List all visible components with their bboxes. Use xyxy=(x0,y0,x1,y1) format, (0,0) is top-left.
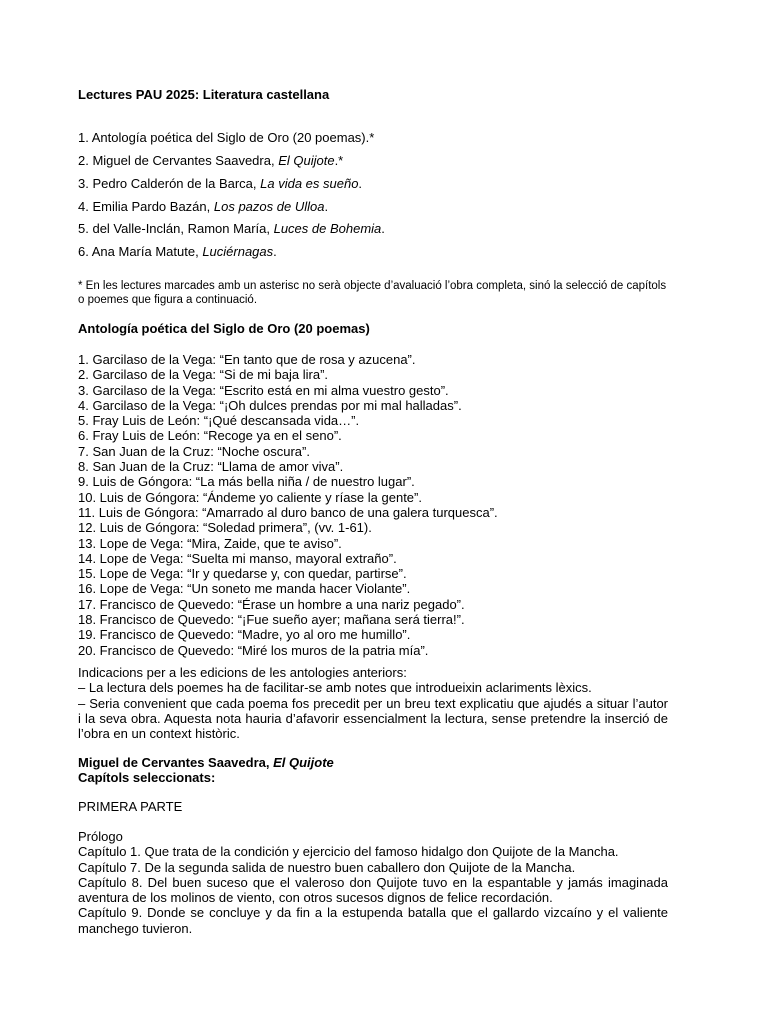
poem-item: 15. Lope de Vega: “Ir y quedarse y, con quedar, partirse”. xyxy=(78,566,407,582)
edition-indications xyxy=(78,665,668,741)
reading-number: 1. xyxy=(78,130,89,145)
cervantes-heading xyxy=(78,755,334,770)
reading-tail: . xyxy=(273,244,277,259)
reading-item-5 xyxy=(78,221,385,236)
cervantes-work: El Quijote xyxy=(273,755,334,770)
chapter-item: Capítulo 8. Del buen suceso que el valeroso don Quijote tuvo en la espantable y jamás imaginada aventura de los molinos de viento, con otros sucesos dignos de felice recordación. xyxy=(78,874,668,906)
reading-text: Pedro Calderón de la Barca, xyxy=(92,176,261,191)
poem-item: 1. Garcilaso de la Vega: “En tanto que de rosa y azucena”. xyxy=(78,352,416,367)
poem-item: 4. Garcilaso de la Vega: “¡Oh dulces prendas por mi mal halladas”. xyxy=(78,397,462,413)
poem-item: 2. Garcilaso de la Vega: “Si de mi baja lira”. xyxy=(78,367,329,383)
reading-number: 2. xyxy=(78,153,89,168)
document-title: Lectures PAU 2025: Literatura castellana xyxy=(78,87,330,102)
poem-item: 14. Lope de Vega: “Suelta mi manso, mayoral extraño”. xyxy=(78,550,397,566)
indication-item: – La lectura dels poemes ha de facilitar-se amb notes que introdueixin aclariments lèxics. xyxy=(78,680,592,696)
poem-item: 20. Francisco de Quevedo: “Miré los muros de la patria mía”. xyxy=(78,642,429,658)
reading-item-6 xyxy=(78,244,277,259)
reading-number: 5. xyxy=(78,221,89,236)
reading-number: 4. xyxy=(78,199,89,214)
poem-item: 9. Luis de Góngora: “La más bella niña / de nuestro lugar”. xyxy=(78,474,415,490)
indications-intro: Indicacions per a les edicions de les antologies anteriors: xyxy=(78,665,407,680)
chapter-item: Capítulo 7. De la segunda salida de nuestro buen caballero don Quijote de la Mancha. xyxy=(78,859,576,875)
asterisk-note: * En les lectures marcades amb un asterisc no serà objecte d’avaluació l’obra completa, sinó la selecció de capítols o poemes que figura a continuació. xyxy=(78,280,667,306)
part-heading: PRIMERA PARTE xyxy=(78,799,183,814)
reading-tail: .* xyxy=(334,153,344,168)
chapter-item: Capítulo 9. Donde se concluye y da fin a la estupenda batalla que el gallardo vizcaíno y el valiente manchego tuvieron. xyxy=(78,905,668,936)
poem-item: 8. San Juan de la Cruz: “Llama de amor viva”. xyxy=(78,459,344,475)
poem-item: 7. San Juan de la Cruz: “Noche oscura”. xyxy=(78,443,310,459)
cervantes-heading-block xyxy=(78,755,334,786)
poem-item: 12. Luis de Góngora: “Soledad primera”, (vv. 1-61). xyxy=(78,520,372,536)
poem-item: 16. Lope de Vega: “Un soneto me manda hacer Violante”. xyxy=(78,581,411,597)
reading-work: El Quijote xyxy=(278,153,335,168)
chapter-list xyxy=(78,829,668,936)
poem-item: 10. Luis de Góngora: “Ándeme yo caliente y ríase la gente”. xyxy=(78,489,422,505)
reading-number: 6. xyxy=(78,244,89,259)
reading-tail: . xyxy=(381,221,385,236)
cervantes-subheading: Capítols seleccionats: xyxy=(78,770,216,786)
poem-item: 18. Francisco de Quevedo: “¡Fue sueño ayer; mañana será tierra!”. xyxy=(78,612,465,628)
reading-tail: . xyxy=(358,176,363,191)
poem-item: 13. Lope de Vega: “Mira, Zaide, que te aviso”. xyxy=(78,535,342,551)
reading-item-2 xyxy=(78,153,343,168)
cervantes-author: Miguel de Cervantes Saavedra, xyxy=(78,755,274,770)
reading-work: Luces de Bohemia xyxy=(273,221,382,236)
reading-text: Emilia Pardo Bazán, xyxy=(92,199,214,214)
reading-text: Antología poética del Siglo de Oro (20 poemas).* xyxy=(91,130,375,145)
poem-item: 3. Garcilaso de la Vega: “Escrito está en mi alma vuestro gesto”. xyxy=(78,382,449,398)
chapter-item: Prólogo xyxy=(78,829,123,844)
poem-item: 17. Francisco de Quevedo: “Érase un hombre a una nariz pegado”. xyxy=(78,596,465,612)
reading-item-1 xyxy=(78,130,374,145)
reading-item-3 xyxy=(78,176,362,191)
reading-text: Ana María Matute, xyxy=(91,244,203,259)
reading-work: La vida es sueño xyxy=(260,176,359,191)
poem-item: 5. Fray Luis de León: “¡Qué descansada vida…”. xyxy=(78,413,360,429)
reading-text: Miguel de Cervantes Saavedra, xyxy=(92,153,279,168)
anthology-heading: Antología poética del Siglo de Oro (20 poemas) xyxy=(78,321,370,336)
reading-text: del Valle-Inclán, Ramon María, xyxy=(92,221,274,236)
poem-item: 11. Luis de Góngora: “Amarrado al duro banco de una galera turquesca”. xyxy=(78,504,498,520)
chapter-item: Capítulo 1. Que trata de la condición y ejercicio del famoso hidalgo don Quijote de la Mancha. xyxy=(78,844,619,860)
reading-tail: . xyxy=(324,199,329,214)
reading-work: Luciérnagas xyxy=(202,244,274,259)
poem-list xyxy=(78,352,498,658)
poem-item: 19. Francisco de Quevedo: “Madre, yo al oro me humillo”. xyxy=(78,627,411,643)
reading-item-4 xyxy=(78,199,328,214)
indication-item: – Seria convenient que cada poema fos precedit per un breu text explicatiu que ajudés a situar l’autor i la seva obra. Aquesta nota hauria d’afavorir essencialment la lectura, sense pretendre la inserció de l’obra en un context històric. xyxy=(78,695,668,742)
reading-number: 3. xyxy=(78,176,89,191)
poem-item: 6. Fray Luis de León: “Recoge ya en el seno”. xyxy=(78,428,342,444)
reading-work: Los pazos de Ulloa xyxy=(213,199,325,214)
